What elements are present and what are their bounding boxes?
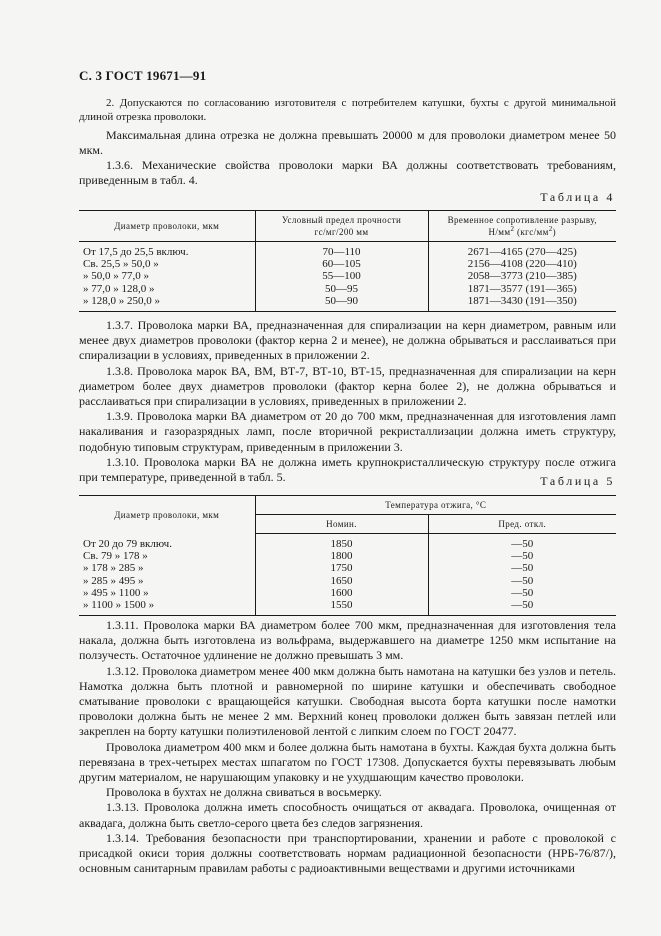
text-block-2: [79, 318, 616, 485]
table-4-header-diameter: Диаметр проволоки, мкм: [79, 211, 255, 242]
cell-tensile: 1871—3577 (191—365): [428, 283, 616, 295]
table-5-header-deviation: Пред. откл.: [428, 515, 616, 534]
table-row: [79, 534, 616, 551]
cell-diameter: » 285 » 495 »: [83, 574, 144, 587]
cell-deviation: —50: [428, 550, 616, 562]
table-row: [79, 575, 616, 587]
table-row: [79, 258, 616, 270]
cell-diameter: От 20 до 79 включ.: [83, 537, 172, 550]
cell-nominal: 1650: [255, 575, 428, 587]
table-5: [79, 495, 616, 616]
cell-diameter: От 17,5 до 25,5 включ.: [83, 246, 189, 259]
table-4-header-tensile: [428, 211, 616, 242]
cell-deviation: —50: [428, 562, 616, 574]
cell-deviation: —50: [428, 575, 616, 587]
table-row: [79, 270, 616, 282]
text-block-3: [79, 618, 616, 876]
cell-diameter: Св. 79 » 178 »: [83, 550, 148, 563]
table-row: [79, 295, 616, 312]
table-row: [79, 562, 616, 574]
cell-tensile: 2671—4165 (270—425): [428, 242, 616, 259]
table-row: [79, 550, 616, 562]
table-row: [79, 587, 616, 599]
header-line: Условный предел прочности: [281, 215, 402, 225]
cell-deviation: —50: [428, 599, 616, 616]
paragraph: 1.3.8. Проволока марок ВА, ВМ, ВТ-7, ВТ-10, ВТ-15, предназначенная для спирализации на керн диаметром более двух диаметров проволоки (фактор керна более 2), не должна обрываться и расслаиваться при спирализации в условиях, приведенных в приложении 2.: [79, 363, 616, 409]
header-line: ): [552, 227, 557, 237]
table-5-caption: Таблица 5: [540, 474, 615, 488]
cell-nominal: 1600: [255, 587, 428, 599]
cell-diameter: » 77,0 » 128,0 »: [83, 282, 155, 295]
cell-nominal: 1750: [255, 562, 428, 574]
header-line: Н/мм: [488, 227, 511, 237]
cell-diameter: Св. 25,5 » 50,0 »: [83, 258, 159, 271]
cell-strength: 50—95: [255, 283, 428, 295]
superscript: 2: [510, 225, 515, 233]
cell-diameter: » 495 » 1100 »: [83, 586, 149, 599]
cell-strength: 50—90: [255, 295, 428, 312]
paragraph: 1.3.9. Проволока марки ВА диаметром от 20 до 700 мкм, предназначенная для изготовления ламп накаливания и газоразрядных ламп, после вторичной рекристаллизации должна иметь структуру, подобную типовым структурам, приведенным в приложении 3.: [79, 409, 616, 454]
cell-strength: 70—110: [255, 242, 428, 259]
paragraph: 1.3.12. Проволока диаметром менее 400 мкм должна быть намотана на катушки без узлов и петель. Намотка должна быть плотной и равномерной по ширине катушки и обеспечивать свободное сматывание проволоки с вращающейся катушки. Свободная высота борта катушки после намотки проволоки должна быть не менее 2 мм. Верхний конец проволоки должен быть завязан петлей или закреплен на борту катушки полиэтиленовой лентой с липким слоем по ГОСТ 20477.: [79, 663, 616, 739]
cell-nominal: 1550: [255, 599, 428, 616]
page-header: С. 3 ГОСТ 19671—91: [79, 68, 207, 83]
table-4: [79, 210, 616, 312]
table-row: [79, 283, 616, 295]
cell-nominal: 1850: [255, 534, 428, 551]
cell-diameter: » 50,0 » 77,0 »: [83, 270, 149, 283]
paragraph: 1.3.6. Механические свойства проволоки марки ВА должны соответствовать требованиям, приведенным в табл. 4.: [79, 158, 616, 188]
table-5-header-temperature: Температура отжига, °С: [255, 496, 616, 515]
superscript: 2: [548, 225, 553, 233]
cell-nominal: 1800: [255, 550, 428, 562]
paragraph: 1.3.13. Проволока должна иметь способность очищаться от аквадага. Проволока, очищенная от аквадага, должна быть светло-серого цвета без следов загрязнения.: [79, 800, 616, 830]
cell-deviation: —50: [428, 587, 616, 599]
table-4-caption: Таблица 4: [540, 190, 615, 204]
cell-strength: 60—105: [255, 258, 428, 270]
cell-diameter: » 1100 » 1500 »: [79, 599, 255, 616]
cell-deviation: —50: [428, 534, 616, 551]
header-line: гс/мг/200 мм: [314, 227, 369, 237]
table-row: [79, 242, 616, 259]
paragraph: 1.3.10. Проволока марки ВА не должна иметь крупнокристаллическую структуру после отжига при температуре, приведенной в табл. 5.: [79, 454, 616, 485]
text-block-1: [79, 96, 616, 188]
cell-strength: 55—100: [255, 270, 428, 282]
paragraph: Максимальная длина отрезка не должна превышать 20000 м для проволоки диаметром менее 50 мкм.: [79, 127, 616, 157]
paragraph: 1.3.14. Требования безопасности при транспортировании, хранении и работе с проволокой с присадкой окиси тория должны соответствовать нормам радиационной безопасности (НРБ-76/87/), основным санитарным правилам работы с радиоактивными веществами и другими источниками: [79, 830, 616, 876]
paragraph: 2. Допускаются по согласованию изготовителя с потребителем катушки, бухты с другой минимальной длиной отрезка проволоки.: [79, 97, 616, 124]
paragraph: 1.3.7. Проволока марки ВА, предназначенная для спирализации на керн диаметром, равным или менее двух диаметров проволоки (фактор керна 2 и менее), не должна обрываться и расслаиваться при спирализации в условиях, приведенных в приложении 2.: [79, 318, 616, 363]
cell-tensile: 2156—4108 (220—410): [428, 258, 616, 270]
cell-tensile: 1871—3430 (191—350): [428, 295, 616, 312]
cell-tensile: 2058—3773 (210—385): [428, 270, 616, 282]
paragraph: Проволока в бухтах не должна свиваться в восьмерку.: [106, 785, 382, 800]
header-line: (кгс/мм: [514, 227, 549, 237]
header-line: Временное сопротивление разрыву,: [447, 215, 597, 225]
table-5-header-diameter: Диаметр проволоки, мкм: [79, 496, 255, 534]
table-row: [79, 599, 616, 616]
cell-diameter: » 128,0 » 250,0 »: [79, 295, 255, 312]
paragraph: Проволока диаметром 400 мкм и более должна быть намотана в бухты. Каждая бухта должна быть перевязана в трех-четырех местах шпагатом по ГОСТ 17308. Допускается бухты перевязывать любым другим материалом, не нарушающим упаковку и не ухудшающим качество проволоки.: [79, 739, 616, 785]
table-5-header-nominal: Номин.: [255, 515, 428, 534]
cell-diameter: » 178 » 285 »: [83, 562, 144, 575]
table-4-header-strength: [255, 211, 428, 242]
paragraph: 1.3.11. Проволока марки ВА диаметром более 700 мкм, предназначенная для изготовления тела накала, должна быть изготовлена из вольфрама, выдержавшего на диаметре 1250 мкм испытание на ползучесть. Остаточное удлинение не должно превышать 3 мм.: [79, 618, 616, 663]
